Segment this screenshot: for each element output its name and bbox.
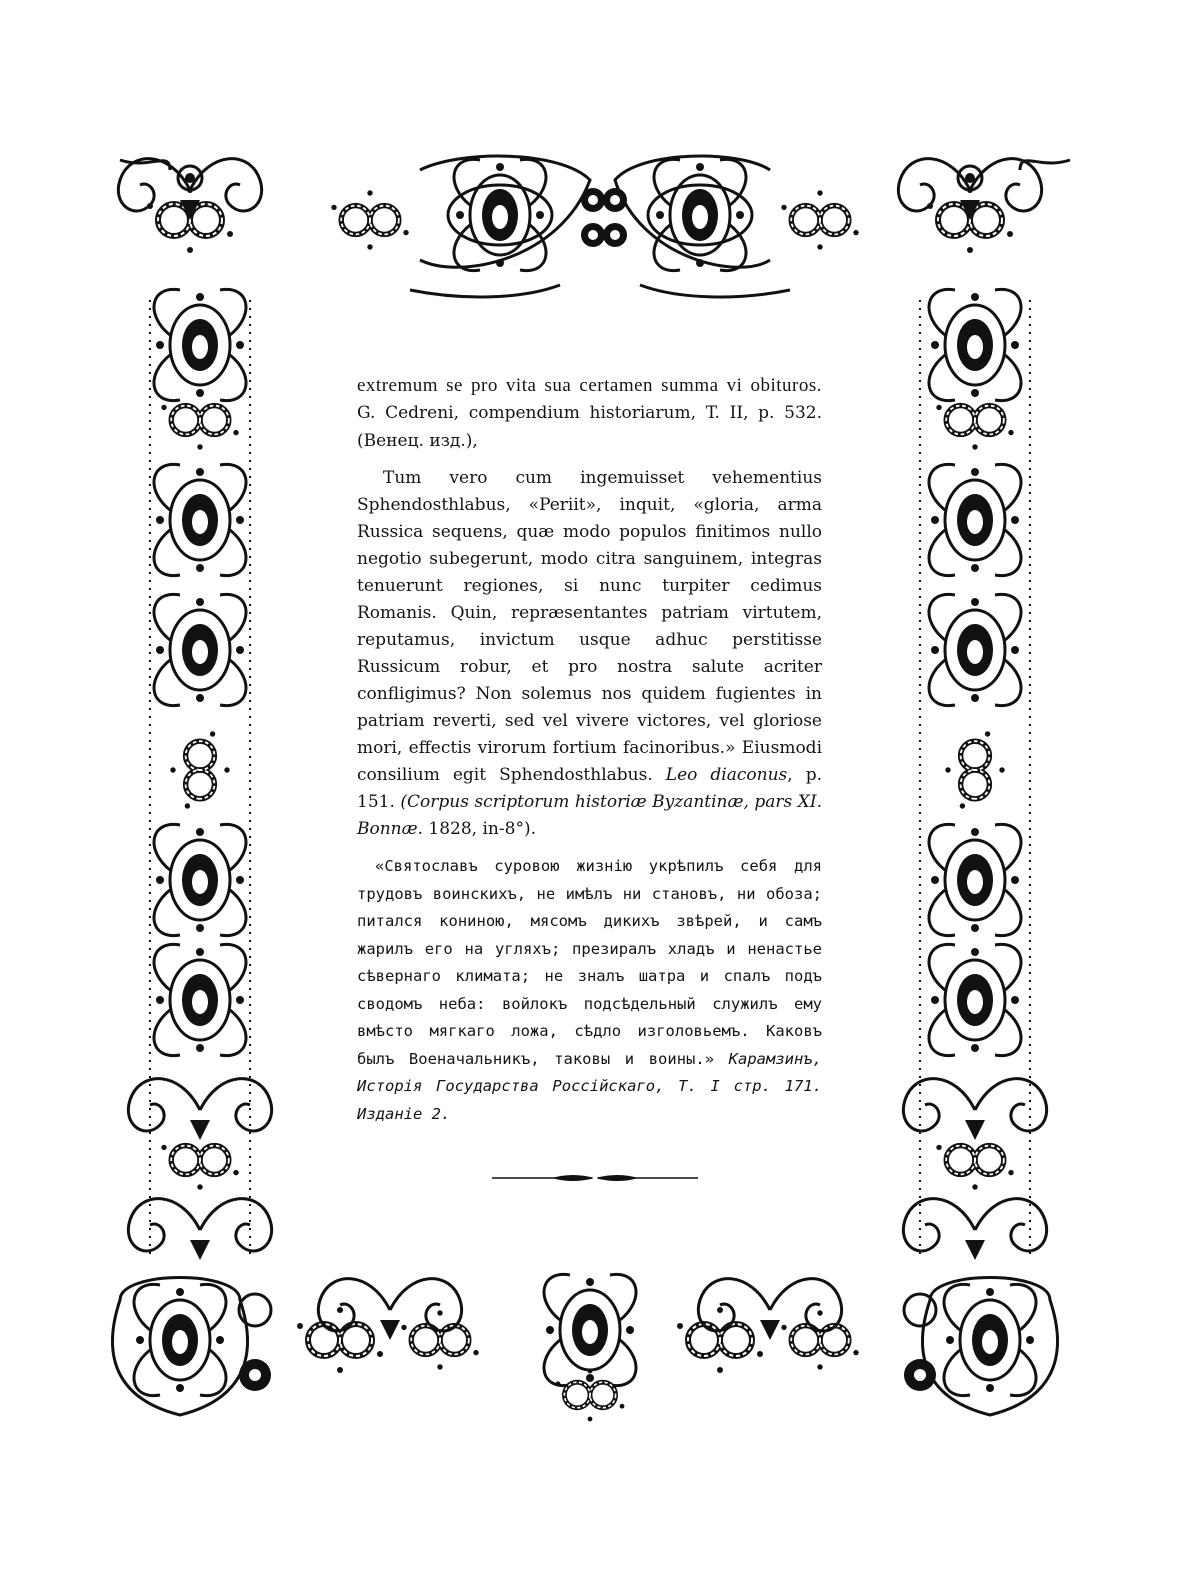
text-block [357,372,822,1128]
gothic-quote [357,372,822,455]
russian-paragraph [357,853,822,1128]
top-border-band [118,156,1070,297]
gothic-quote-line-1: extremum se pro vita sua certamen [357,375,654,396]
latin-citation-corpus: (Corpus scriptorum historiæ Byzantinæ, pars XI. Bonnæ. [357,792,822,839]
bottom-border-band [113,1274,1058,1421]
latin-text: Tum vero cum ingemuisset vehementius Sphendosthlabus, «Periit», inquit, «gloria, arma Russica sequens, quæ modo populos finitimos nullo negotio subegerunt, modo citra sanguinem, integras tenuerunt regiones, si nunc turpiter cedimus Romanis. Quin, repræsentantes patriam virtutem, reputamus, invictum usque adhuc perstitisse Russicum robur, et pro nostra salute acriter confligimus? Non solemus nos quidem fugientes in patriam reverti, sed vel vivere victores, vel gloriose mori, effectis virorum fortium facinoribus.» Eiusmodi consilium egit Sphendosthlabus. [357,468,822,785]
gothic-quote-line-2: summa vi obituros. [661,375,823,396]
right-border-column [903,289,1046,1260]
quote-source: G. Cedreni, compendium historiarum, T. II, p. 532. (Венец. изд.), [357,403,822,451]
russian-citation: Карамзинъ, Исторія Государства Россійскаго, Т. I стр. 171. Изданіе 2. [357,1049,822,1123]
left-border-column [128,289,271,1260]
latin-paragraph [357,465,822,843]
latin-citation-tail: 1828, in-8°). [428,819,536,839]
russian-text: «Святославъ суровою жизнію укрѣпилъ себя для трудовъ воинскихъ, не имѣлъ ни становъ, ни обоза; питался кониною, мясомъ дикихъ звѣрей, и самъ жарилъ его на угляхъ; презиралъ хладъ и ненастье сѣвернаго климата; не зналъ шатра и спалъ подъ сводомъ неба: войлокъ подсѣдельный служилъ ему вмѣсто мягкаго ложа, сѣдло изголовьемъ. Каковъ былъ Военачальникъ, таковы и воины.» [357,857,822,1068]
latin-citation-page: , p. 151. [357,765,822,812]
section-divider [492,1172,698,1184]
latin-citation-author: Leo diaconus [665,765,788,785]
